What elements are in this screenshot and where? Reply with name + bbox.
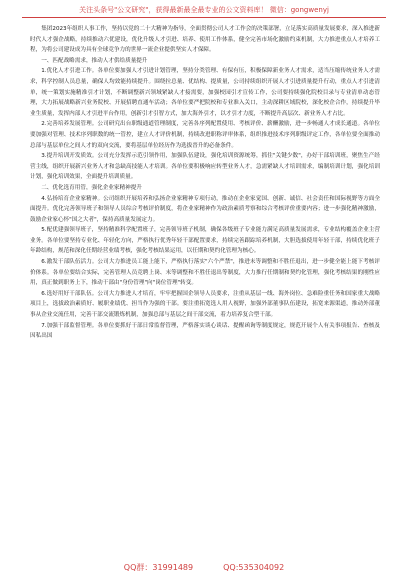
paragraph-3: 3.提升培训开发质效。公司充分发挥示范引领作用，加强队伍建设，强化培训资源统筹，抓住"关键少数"，办好干部培训班，聚焦生产经营主线，组织开展新兴业务人才和急缺高技能人才培训。各单位要积极响应转型业务人才，急需紧缺人才培训需求，编制培训计划，强化培训计划，强化培训效果，全面提升培训质量。 [30,153,380,181]
header-divider [22,17,386,18]
document-body [30,24,380,342]
contact-footer [0,563,408,573]
paragraph-intro: 集团2023年组织人事工作，坚持以党的二十大精神为指导，全面贯彻公司人才工作会的决策部署，立足落实高质量发展要求，深入推进新时代人才强企战略，持续推动六优建设，优化升级人才引进、培养、使用工作体系，健全完善市场化激励约束机制，大力推进重点人才培养工程，为将公司建设成为具有全球竞争力的世界一流企业提供坚实人才保障。 [30,26,380,54]
qq-number: QQ:535304092 [223,563,285,572]
paragraph-5: 5.配优建强领导班子，坚持精准科学配置班子，完善领导班子机制，确保各级班子专业能力满足高质量发展需求，专业结构覆盖企业主营业务。各单位要坚持专业化、年轻化方向，严格执行优秀年轻干部配置要求，持续完善跟踪培养机制，大胆选拔使用年轻干部，持续优化班子年龄结构，规范和深化任期经营业绩考核，强化考核结果运用，以任期和契约化管理为核心。 [30,227,380,255]
promo-header: 关注头条号"公文研究"，获得最新最全最专业的公文资料库！ 微信：gongwenyj [79,6,329,14]
paragraph-7: 7.加强干部监督管理。各单位要抓好干部日常监督管理，严格落实谈心谈话、提醒函询等制度规定，规范开展个人有关事项报告、查核及因私出国 [30,322,380,340]
section-heading-1: 一、匹配战略需求，推动人才供给质量提升 [41,57,148,64]
paragraph-4: 4.弘扬培育企业家精神。公司组织开展培养和弘扬企业家精神专项行动，推动在企业家觉国、创新、诚信、社会责任和国际视野等方面全面提升。优化完善领导班子和领导人员综合考核评价制度，将企业家精神作为政治素质考察和综合考核评价重要内容；进一步强化精神激励，鼓励企业家心怀"国之大者"，保持高质量发展定力。 [30,195,380,223]
qq-group: QQ群：31991489 [123,563,194,572]
paragraph-6a: 6.激发干部队伍活力。公司大力推进员工能上能下，严格执行落实"六个严禁"，推进末等调整和不胜任退出，进一步健全能上能下考核评价体系。各单位要结合实际，完善管理人员竞聘上岗、末等调整和不胜任退出等制度，大力推行任期制和契约化管理，强化考核结果的刚性应用，真正做到职务上下，推动干部由"身份管理"向"岗位管理"转变。 [30,259,380,287]
section-heading-2: 二、优化选育用管，强化企业家精神提升 [41,184,142,191]
paragraph-1: 1.优化人才引进工作。各单位要加强人才引进计划管理，坚持分类管理、有保有压，积极保障新业务人才需求，适当压缩传统业务人才需求，科学控制人员总量，确保人均效能持续提升。围绕拉总量、优结构、提质量，公司持续组织开展人才引进质量提升行动，重点人才引进清单，统一策划实施精准引才计划，不断调整新兴领域紧缺人才接需要，加强校园引才宣传工作，公司要持续强化院校目录与专业清单动态管理，大力拓展战略新兴业务院校、开展招聘直通车活动；各单位要严把院校和专业准入关口，主动深耕区域院校，深化校企合作，持续提升毕业生质量，发挥内部人才引进平台作用，创新引才引智方式，加大海外引才，以才引才力度，不断提升高层次、新业务人才占比。 [30,68,380,117]
paragraph-2: 2.完善培养发展管理。公司研究出台职级通道管理制度，完善各序列配置使用、考核评价、薪酬激励，进一步畅通人才成长通道。各单位要加强对管理、技术序列职数的统一管控，建立人才评价机制，持续改进职称评审体系，组织推进技术序列职级评定工作，各单位要全面推动总部与基层单位之间人才的双向交流，要将基层单位经历作为选拔晋升的必备条件。 [30,121,380,149]
paragraph-6b: 6.选好用好干部队伍。公司大力推进人才培育，牢牢把握国企领导人员要求，注重从基层一线、海外岗位、急难险重任务和国家重大战略项目上，选拔政治素质好、履职业绩优、担当作为强的干部。要注重拓宽选人用人视野，加强外部董事队伍建设，拓宽来源渠道，推动外部董事从企业交流任用，完善干部交流锻炼机制，加强总部与基层之间干部交流，着力培养复合型干部。 [30,290,380,319]
